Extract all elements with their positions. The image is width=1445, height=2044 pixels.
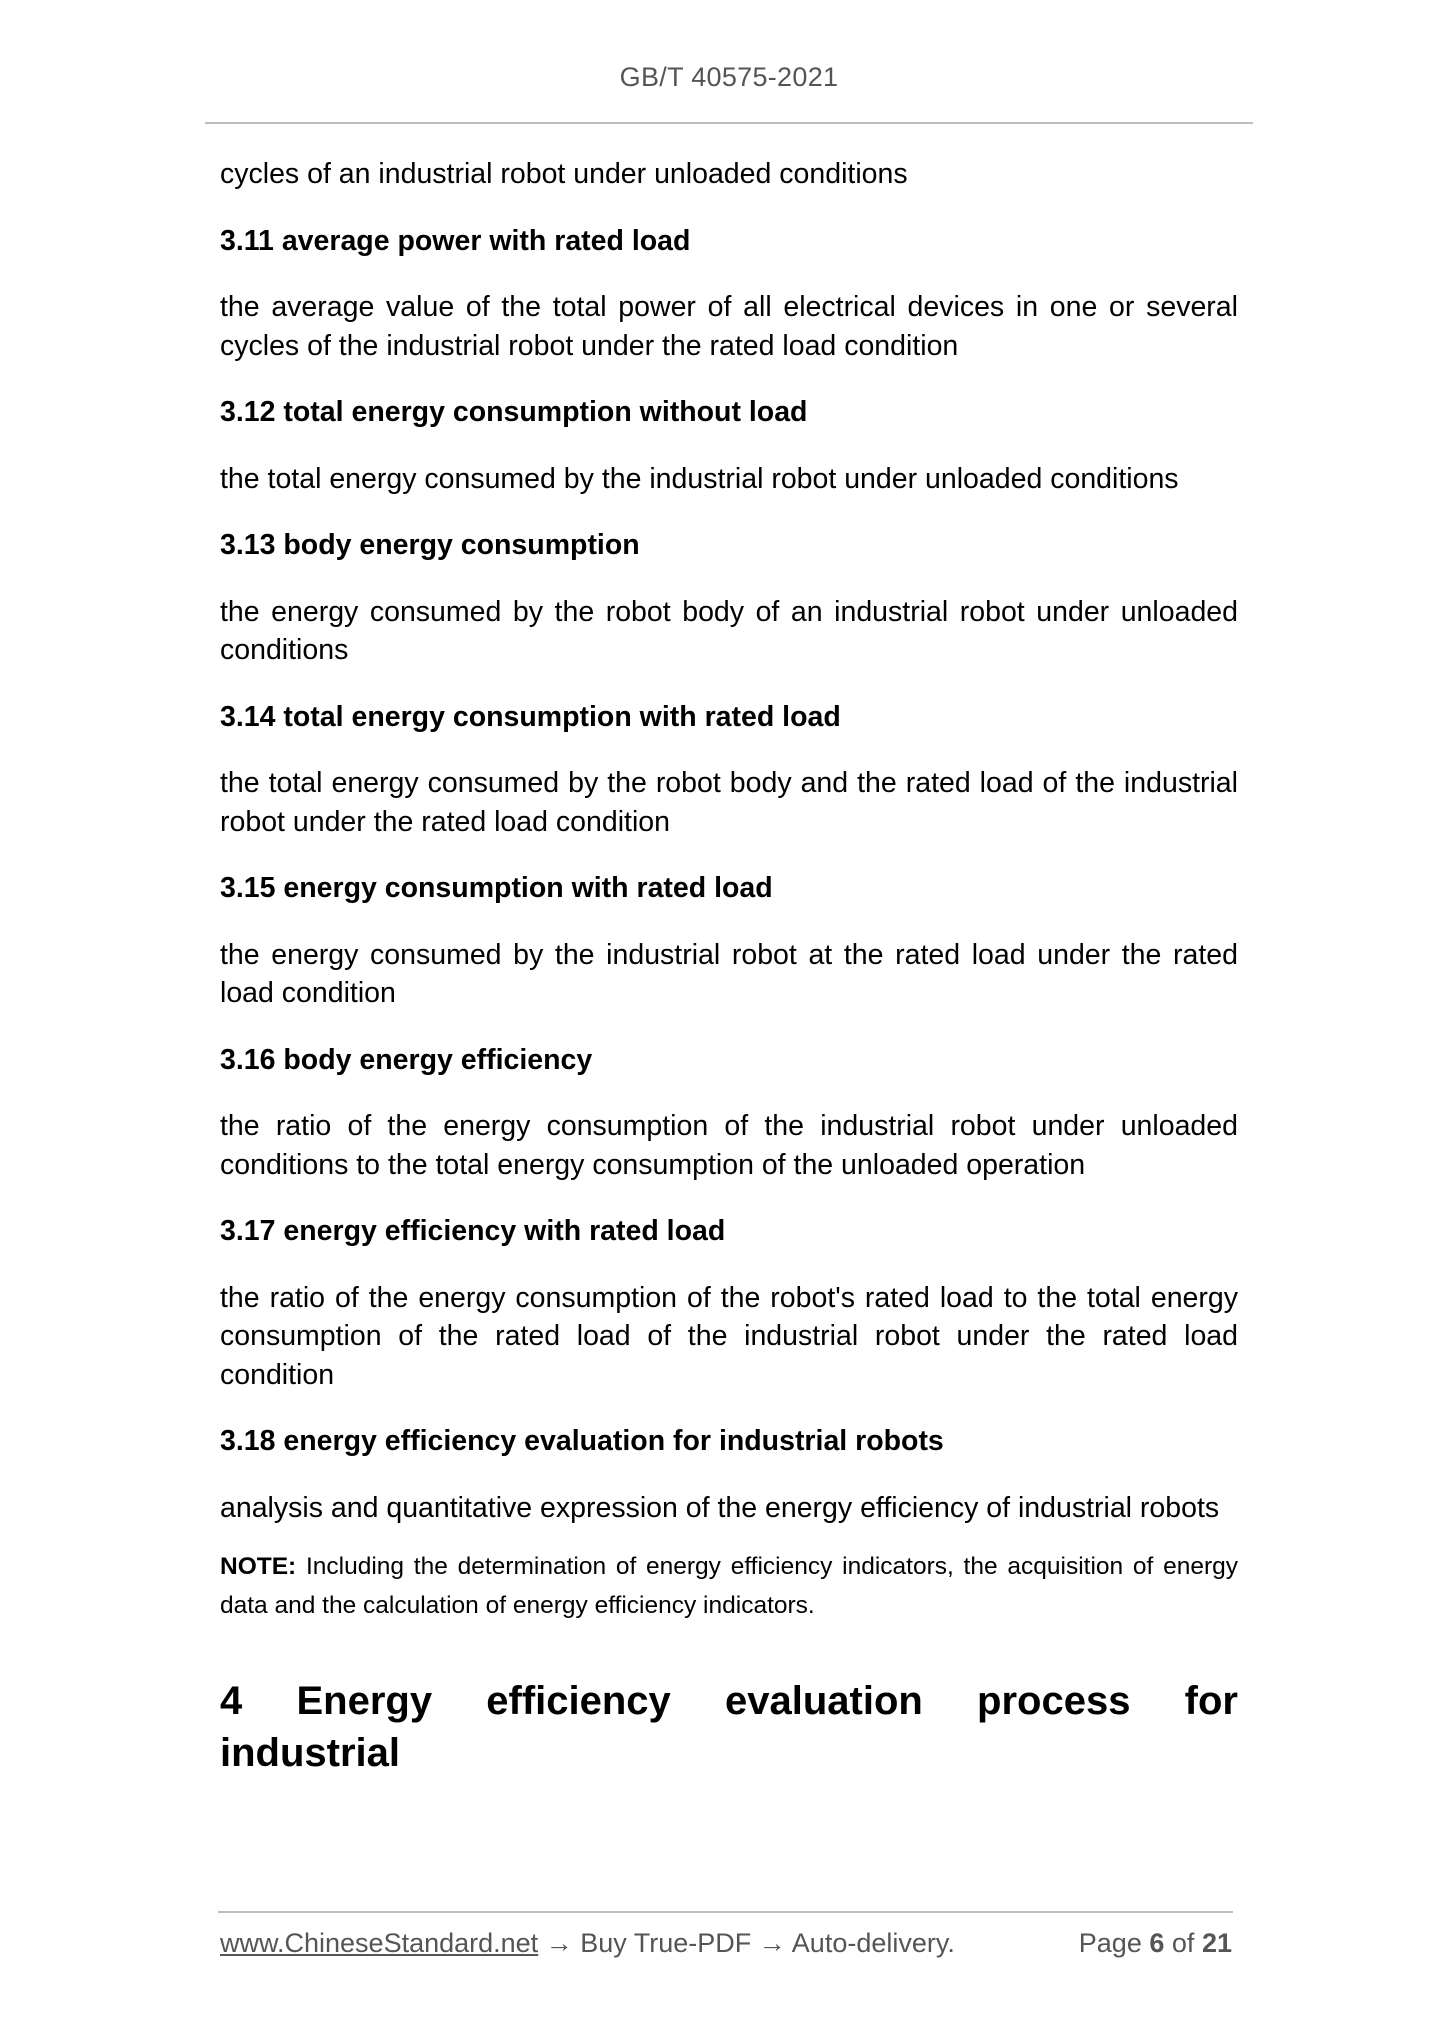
of-label: of <box>1171 1928 1195 1958</box>
right-arrow-icon: → <box>758 1928 786 1958</box>
term-heading-3-13: 3.13 body energy consumption <box>220 529 640 561</box>
total-pages-number: 21 <box>1201 1928 1232 1958</box>
chinese-standard-link[interactable]: www.ChineseStandard.net <box>220 1928 539 1958</box>
document-header-standard-number: GB/T 40575-2021 <box>619 62 839 92</box>
term-heading-3-16: 3.16 body energy efficiency <box>220 1043 593 1076</box>
footer-divider <box>218 1911 1233 1913</box>
term-heading-3-11: 3.11 average power with rated load <box>220 224 691 257</box>
definition-3-18: analysis and quantitative expression of the energy efficiency of industrial robots <box>220 1491 1220 1524</box>
note-text: Including the determination of energy efficiency indicators, the acquisition of energy data and the calculation of energy efficiency indicators. <box>220 1553 1238 1619</box>
term-heading-3-15: 3.15 energy consumption with rated load <box>220 872 773 904</box>
definition-3-11: the average value of the total power of all electrical devices in one or several cycles of the industrial robot under the rated load condition <box>220 291 1238 362</box>
document-body <box>220 155 1238 1779</box>
definition-3-16: the ratio of the energy consumption of the industrial robot under unloaded conditions to the total energy consumption of the unloaded operation <box>220 1110 1238 1181</box>
page-indicator <box>1079 1928 1232 1959</box>
term-heading-3-17: 3.17 energy efficiency with rated load <box>220 1215 726 1247</box>
note-label: NOTE: <box>220 1553 297 1580</box>
note-3-18 <box>220 1547 1238 1625</box>
page-label: Page <box>1078 1928 1142 1958</box>
definition-3-17: the ratio of the energy consumption of the robot's rated load to the total energy consumption of the rated load of the industrial robot under the rated load condition <box>220 1281 1238 1391</box>
term-heading-3-18: 3.18 energy efficiency evaluation for industrial robots <box>220 1425 944 1457</box>
definition-3-12: the total energy consumed by the industrial robot under unloaded conditions <box>220 462 1179 495</box>
page-footer <box>220 1928 1232 1968</box>
current-page-number: 6 <box>1149 1928 1165 1958</box>
buy-true-pdf-text: Buy True-PDF <box>580 1928 752 1958</box>
right-arrow-icon: → <box>545 1928 573 1958</box>
term-heading-3-14: 3.14 total energy consumption with rated load <box>220 700 841 733</box>
header-divider <box>205 122 1253 124</box>
footer-purchase-info <box>220 1928 955 1959</box>
definition-3-15: the energy consumed by the industrial robot at the rated load under the rated load condition <box>220 938 1238 1009</box>
auto-delivery-text: Auto-delivery. <box>791 1928 955 1958</box>
definition-3-10-continuation: cycles of an industrial robot under unloaded conditions <box>220 158 908 190</box>
definition-3-13: the energy consumed by the robot body of an industrial robot under unloaded conditions <box>220 595 1238 666</box>
definition-3-14: the total energy consumed by the robot body and the rated load of the industrial robot under the rated load condition <box>220 767 1238 838</box>
section-heading-4: 4 Energy efficiency evaluation process for industrial <box>220 1679 1238 1775</box>
term-heading-3-12: 3.12 total energy consumption without load <box>220 396 808 428</box>
